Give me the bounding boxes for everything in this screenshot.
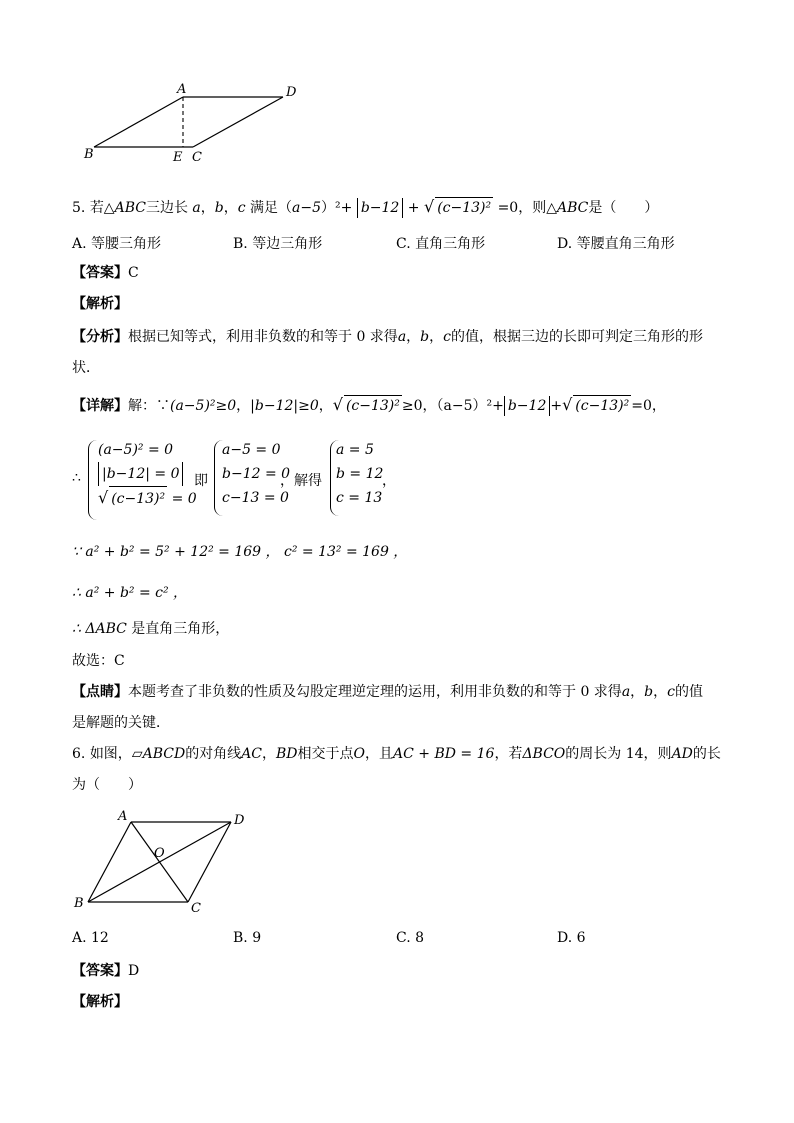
vertex-label-b: B (84, 147, 94, 162)
option-c[interactable]: C. 直角三角形 (396, 236, 486, 252)
vertex-label-a: A (118, 809, 128, 824)
equation-system: ∴ (a−5)² = 0 |b−12| = 0 √ (c−13)² = 0 即 a−5 = 0 b−12 = 0 c−13 = 0 ，解得 a = 5 b = 12 c = 13 ， (72, 438, 412, 526)
choice-5: 故选：C (72, 653, 125, 669)
option-a[interactable]: A. 等腰三角形 (72, 236, 162, 252)
comment-5: 【点睛】本题考查了非负数的性质及勾股定理逆定理的运用，利用非负数的和等于 0 求得a，b，c的值 (72, 684, 703, 700)
option-b[interactable]: B. 等边三角形 (233, 236, 323, 252)
analysis-5: 【分析】根据已知等式，利用非负数的和等于 0 求得a，b，c的值，根据三边的长即可判定三角形的形 (72, 329, 703, 345)
figure-parallelogram-diagonals (70, 806, 260, 918)
answer-5: 【答案】C (72, 265, 139, 281)
vertex-label-a: A (177, 82, 187, 97)
figure-parallelogram-altitude (80, 78, 320, 168)
question-6: 6. 如图，▱ABCD的对角线AC，BD相交于点O，且AC + BD = 16，若ΔBCO的周长为 14，则AD的长 (72, 746, 721, 762)
option-d[interactable]: D. 等腰直角三角形 (557, 236, 675, 252)
vertex-label-d: D (234, 813, 245, 828)
analysis-5-cont: 状． (72, 360, 100, 376)
analysis-heading-6: 【解析】 (72, 994, 128, 1010)
option-a[interactable]: A. 12 (72, 930, 109, 946)
answer-6: 【答案】D (72, 963, 140, 979)
step-pythagorean: ∴ a² + b² = c² ， (72, 585, 188, 601)
detail-5: 【详解】解：∵(a−5)²≥0，|b−12|≥0，√ (c−13)² ≥0，（a−5）²+ b−12 +√ (c−13)² =0， (72, 395, 666, 414)
vertex-label-d: D (286, 85, 297, 100)
option-c[interactable]: C. 8 (396, 930, 425, 946)
vertex-label-e: E (173, 150, 183, 165)
vertex-label-b: B (74, 896, 84, 911)
question-6-cont: 为（ ） (72, 777, 142, 793)
brace-1 (88, 440, 97, 520)
option-b[interactable]: B. 9 (233, 930, 262, 946)
comment-5-cont: 是解题的关键． (72, 715, 170, 731)
vertex-label-o: O (154, 846, 165, 861)
step-sum-squares: ∵ a² + b² = 5² + 12² = 169 ， c² = 13² = 169 ， (72, 544, 408, 560)
vertex-label-c: C (191, 901, 201, 916)
question-5: 5. 若△ABC三边长 a，b，c 满足（a−5）²+ b−12 + √ (c−13)² =0，则△ABC是（ ） (72, 197, 659, 216)
step-conclusion: ∴ ΔABC 是直角三角形， (72, 621, 230, 637)
option-d[interactable]: D. 6 (557, 930, 586, 946)
analysis-heading-5: 【解析】 (72, 296, 128, 312)
vertex-label-c: C (192, 150, 202, 165)
